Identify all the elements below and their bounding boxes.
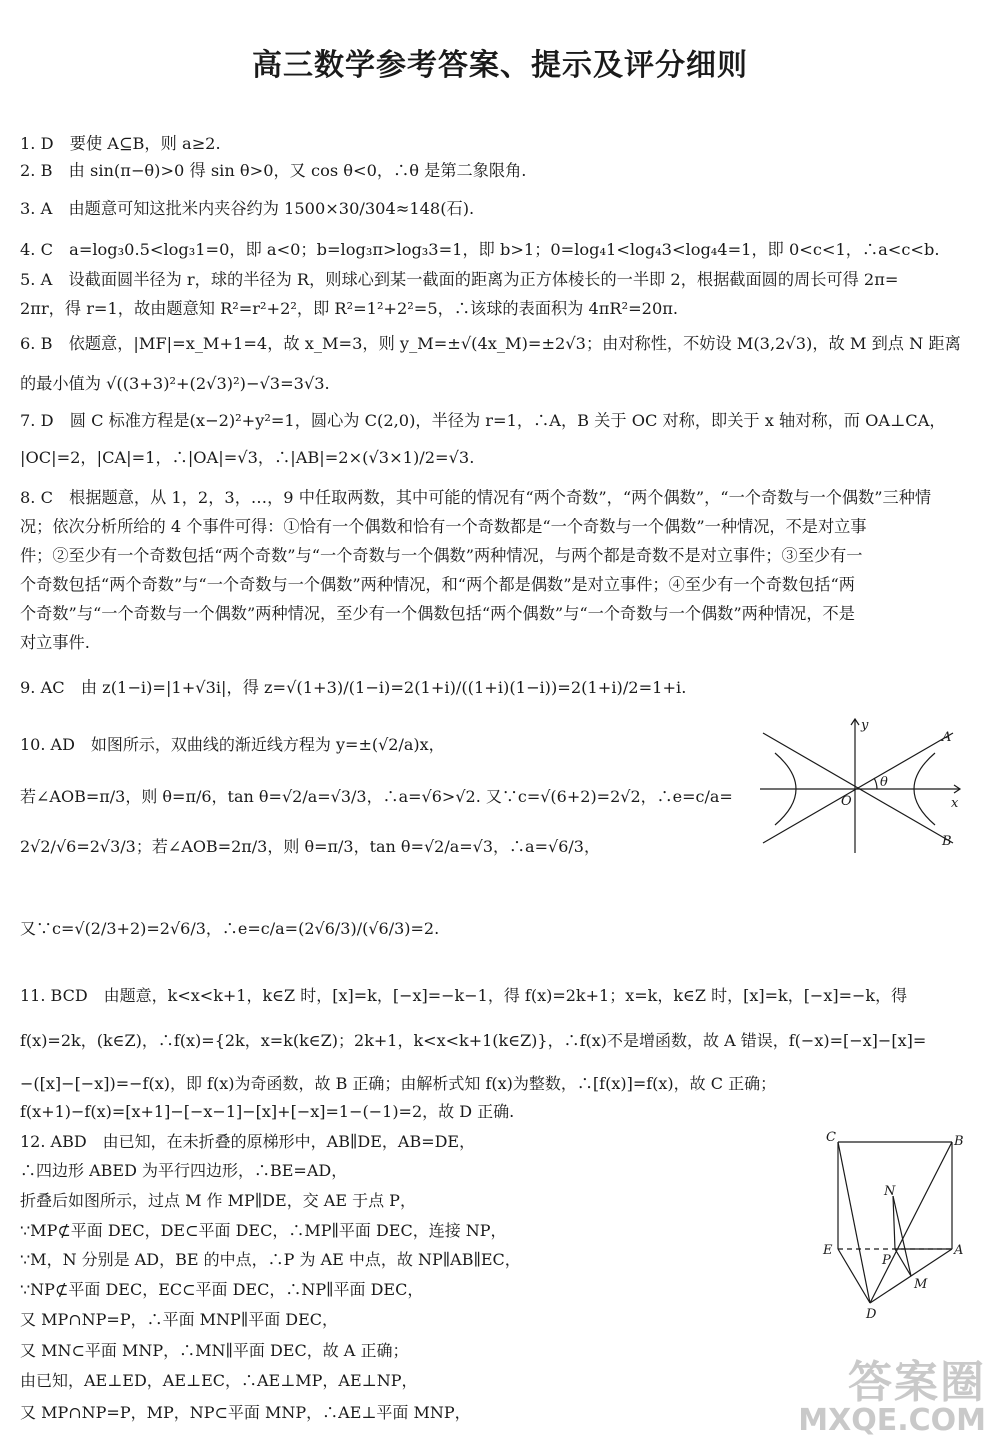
- answer-line: 2. B 由 sin(π−θ)>0 得 sin θ>0，又 cos θ<0，∴θ 是第二象限角.: [20, 161, 527, 180]
- label-e: E: [823, 1243, 833, 1258]
- answer-line: f(x)=2k，(k∈Z)，∴f(x)={2k，x=k(k∈Z)；2k+1，k<x<k+1(k∈Z)}，∴f(x)不是增函数，故 A 错误，f(−x)=[−x]−[x]=: [20, 1031, 927, 1050]
- label-x: x: [951, 796, 959, 811]
- answer-line: 2πr，得 r=1，故由题意知 R²=r²+2²，即 R²=1²+2²=5，∴该球的表面积为 4πR²=20π.: [20, 299, 679, 318]
- label-a2: A: [954, 1243, 964, 1258]
- answer-line: |OC|=2，|CA|=1，∴|OA|=√3，∴|AB|=2×(√3×1)/2=√3.: [20, 448, 475, 467]
- answer-line: 5. A 设截面圆半径为 r，球的半径为 R，则球心到某一截面的距离为正方体棱长的一半即 2，根据截面圆的周长可得 2π=: [20, 270, 899, 289]
- label-n: N: [884, 1184, 896, 1199]
- label-a: A: [942, 730, 952, 745]
- page-title: 高三数学参考答案、提示及评分细则: [252, 48, 748, 83]
- answer-line: 12. ABD 由已知，在未折叠的原梯形中，AB∥DE，AB=DE，: [20, 1132, 476, 1151]
- answer-line: 1. D 要使 A⊆B，则 a≥2.: [20, 134, 221, 153]
- answer-line: 9. AC 由 z(1−i)=|1+√3i|，得 z=√(1+3)/(1−i)=2(1+i)/((1+i)(1−i))=2(1+i)/2=1+i.: [20, 678, 687, 697]
- label-c: C: [826, 1130, 836, 1145]
- answer-line: 10. AD 如图所示，双曲线的渐近线方程为 y=±(√2/a)x，: [20, 735, 445, 754]
- answer-line: 的最小值为 √((3+3)²+(2√3)²)−√3=3√3.: [20, 374, 330, 393]
- answer-line: 又 MP∩NP=P，∴平面 MNP∥平面 DEC，: [20, 1310, 339, 1329]
- answer-line: 个奇数包括“两个奇数”与“一个奇数与一个偶数”两种情况，和“两个都是偶数”是对立事件；④至少有一个奇数包括“两: [20, 575, 855, 594]
- answer-line: 若∠AOB=π/3，则 θ=π/6，tan θ=√2/a=√3/3，∴a=√6>√2. 又∵c=√(6+2)=2√2，∴e=c/a=: [20, 787, 733, 806]
- answer-line: ∴四边形 ABED 为平行四边形，∴BE=AD，: [20, 1161, 348, 1180]
- watermark-url: MXQE.COM: [798, 1403, 986, 1438]
- answer-line: f(x+1)−f(x)=[x+1]−[−x−1]−[x]+[−x]=1−(−1)=2，故 D 正确.: [20, 1102, 515, 1121]
- answer-line: ∵NP⊄平面 DEC，EC⊂平面 DEC，∴NP∥平面 DEC，: [20, 1280, 424, 1299]
- answer-line: 又 MN⊂平面 MNP，∴MN∥平面 DEC，故 A 正确；: [20, 1341, 409, 1360]
- answer-line: 又 MP∩NP=P，MP，NP⊂平面 MNP，∴AE⊥平面 MNP，: [20, 1403, 471, 1422]
- answer-line: 又∵c=√(2/3+2)=2√6/3，∴e=c/a=(2√6/3)/(√6/3)=2.: [20, 919, 440, 938]
- label-m: M: [914, 1277, 928, 1292]
- answer-line: 8. C 根据题意，从 1，2，3，…，9 中任取两数，其中可能的情况有“两个奇数”，“两个偶数”，“一个奇数与一个偶数”三种情: [20, 488, 932, 507]
- answer-line: ∵MP⊄平面 DEC，DE⊂平面 DEC，∴MP∥平面 DEC，连接 NP，: [20, 1221, 507, 1240]
- answer-line: −([x]−[−x])=−f(x)，即 f(x)为奇函数，故 B 正确；由解析式知 f(x)为整数，∴[f(x)]=f(x)，故 C 正确；: [20, 1074, 777, 1093]
- answer-line: 折叠后如图所示，过点 M 作 MP∥DE，交 AE 于点 P，: [20, 1191, 416, 1210]
- label-theta: θ: [880, 775, 888, 790]
- answer-line: 个奇数”与“一个奇数与一个偶数”两种情况，至少有一个偶数包括“两个偶数”与“一个奇数与一个偶数”两种情况，不是: [20, 604, 855, 623]
- answer-line: 2√2/√6=2√3/3；若∠AOB=2π/3，则 θ=π/3，tan θ=√2/a=√3，∴a=√6/3，: [20, 837, 600, 856]
- answer-line: 件；②至少有一个奇数包括“两个奇数”与“一个奇数与一个偶数”两种情况，与两个都是奇数不是对立事件；③至少有一: [20, 546, 863, 565]
- label-p: P: [882, 1253, 891, 1268]
- label-b2: B: [954, 1134, 964, 1149]
- label-b: B: [942, 834, 952, 849]
- label-d: D: [866, 1307, 877, 1322]
- answer-line: 对立事件.: [20, 633, 90, 652]
- label-o: O: [841, 794, 852, 809]
- answer-line: 况；依次分析所给的 4 个事件可得：①恰有一个偶数和恰有一个奇数都是“一个奇数与一个偶数”一种情况，不是对立事: [20, 517, 867, 536]
- answer-line: 11. BCD 由题意，k<x<k+1，k∈Z 时，[x]=k，[−x]=−k−1，得 f(x)=2k+1；x=k，k∈Z 时，[x]=k，[−x]=−k，得: [20, 986, 908, 1005]
- label-y: y: [861, 718, 869, 733]
- solid-figure: [820, 1128, 970, 1323]
- watermark-text: 答案圈: [848, 1357, 986, 1408]
- hyperbola-figure: [755, 715, 970, 855]
- answer-line: 6. B 依题意，|MF|=x_M+1=4，故 x_M=3，则 y_M=±√(4x_M)=±2√3；由对称性，不妨设 M(3,2√3)，故 M 到点 N 距离: [20, 334, 961, 353]
- answer-line: ∵M，N 分别是 AD，BE 的中点，∴P 为 AE 中点，故 NP∥AB∥EC，: [20, 1250, 521, 1269]
- watermark: [798, 1357, 986, 1438]
- answer-line: 4. C a=log₃0.5<log₃1=0，即 a<0；b=log₃π>log₃3=1，即 b>1；0=log₄1<log₄3<log₄4=1，即 0<c<1，∴a<c<b.: [20, 240, 940, 259]
- answer-line: 7. D 圆 C 标准方程是(x−2)²+y²=1，圆心为 C(2,0)，半径为 r=1，∴A，B 关于 OC 对称，即关于 x 轴对称，而 OA⊥CA，: [20, 411, 946, 430]
- answer-line: 3. A 由题意可知这批米内夹谷约为 1500×30/304≈148(石).: [20, 199, 475, 218]
- answer-line: 由已知，AE⊥ED，AE⊥EC，∴AE⊥MP，AE⊥NP，: [20, 1371, 418, 1390]
